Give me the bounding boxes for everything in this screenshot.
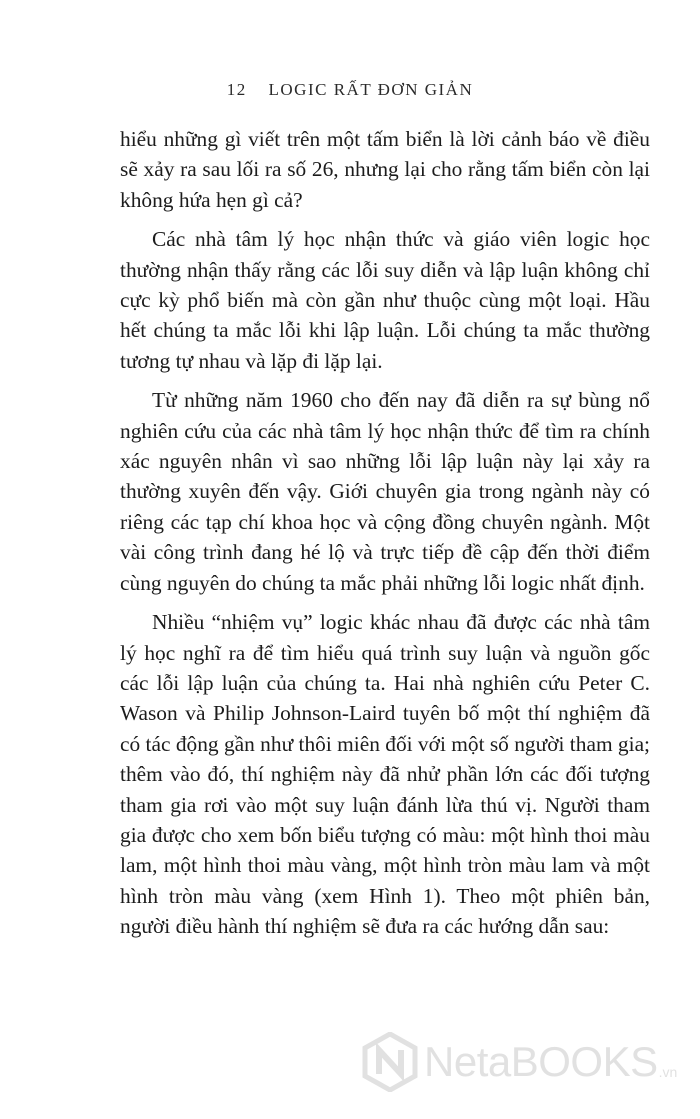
- netabooks-logo-icon: [362, 1032, 418, 1092]
- watermark-brand: NetaBOOKS: [424, 1038, 658, 1085]
- watermark-tld: .vn: [658, 1064, 678, 1080]
- running-head: [0, 80, 700, 100]
- paragraph: Nhiều “nhiệm vụ” logic khác nhau đã được các nhà tâm lý học nghĩ ra để tìm hiểu quá trình suy luận và nguồn gốc các lỗi lập luận của chúng ta. Hai nhà nghiên cứu Peter C. Wason và Philip Johnson-Laird tuyên bố một thí nghiệm đã có tác động gần như thôi miên đối với một số người tham gia; thêm vào đó, thí nghiệm này đã nhử phần lớn các đối tượng tham gia rơi vào một suy luận đánh lừa thú vị. Người tham gia được cho xem bốn biểu tượng có màu: một hình thoi màu lam, một hình thoi màu vàng, một hình tròn màu lam và một hình tròn màu vàng (xem Hình 1). Theo một phiên bản, người điều hành thí nghiệm sẽ đưa ra các hướng dẫn sau:: [120, 610, 651, 939]
- paragraph: Từ những năm 1960 cho đến nay đã diễn ra sự bùng nổ nghiên cứu của các nhà tâm lý học nhận thức để tìm ra chính xác nguyên nhân vì sao những lỗi lập luận này lại xảy ra thường xuyên đến vậy. Giới chuyên gia trong ngành này có riêng các tạp chí khoa học và cộng đồng chuyên ngành. Một vài công trình đang hé lộ và trực tiếp đề cập đến thời điểm cùng nguyên do chúng ta mắc phải những lỗi logic nhất định.: [120, 388, 650, 595]
- paragraph-continuation: hiểu những gì viết trên một tấm biển là lời cảnh báo về điều sẽ xảy ra sau lối ra số 26, nhưng lại cho rằng tấm biển còn lại không hứa hẹn gì cả?: [120, 127, 650, 212]
- watermark: [362, 1030, 677, 1094]
- body-text: [120, 124, 650, 951]
- running-title: LOGIC RẤT ĐƠN GIẢN: [268, 80, 474, 99]
- page-number: 12: [226, 80, 247, 99]
- paragraph: Các nhà tâm lý học nhận thức và giáo viên logic học thường nhận thấy rằng các lỗi suy diễn và lập luận không chỉ cực kỳ phổ biến mà còn gần như thuộc cùng một loại. Hầu hết chúng ta mắc lỗi khi lập luận. Lỗi chúng ta mắc thường tương tự nhau và lặp đi lặp lại.: [120, 227, 650, 373]
